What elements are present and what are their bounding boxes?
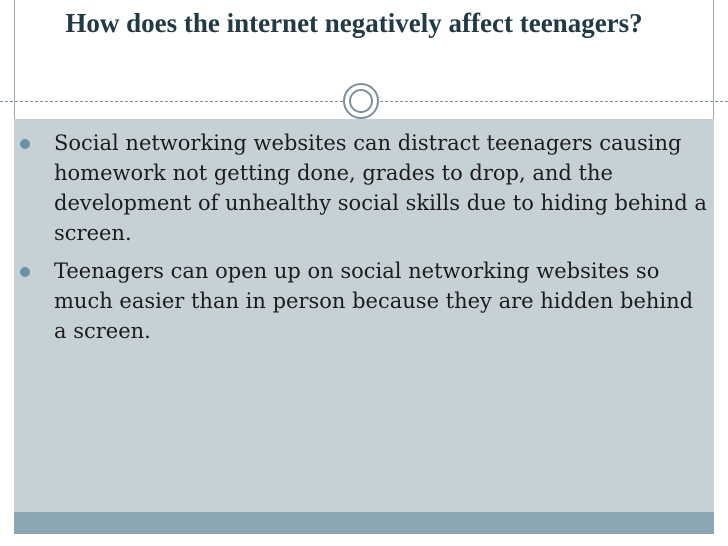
divider-inner-ring (349, 89, 373, 113)
bullet-list (18, 128, 708, 354)
divider-ring-icon (343, 83, 379, 119)
bullet-item (18, 256, 708, 346)
bullet-text: Teenagers can open up on social networking websites so much easier than in person because they are hidden behind a screen. (54, 259, 694, 343)
slide-title: How does the internet negatively affect teenagers? (65, 8, 643, 38)
bullet-dot-icon (20, 139, 30, 149)
footer-bar (14, 512, 714, 534)
bullet-item (18, 128, 708, 248)
content-area (14, 119, 714, 512)
bullet-dot-icon (20, 267, 30, 277)
bullet-text: Social networking websites can distract teenagers causing homework not getting done, grades to drop, and the development of unhealthy social skills due to hiding behind a screen. (54, 131, 707, 245)
